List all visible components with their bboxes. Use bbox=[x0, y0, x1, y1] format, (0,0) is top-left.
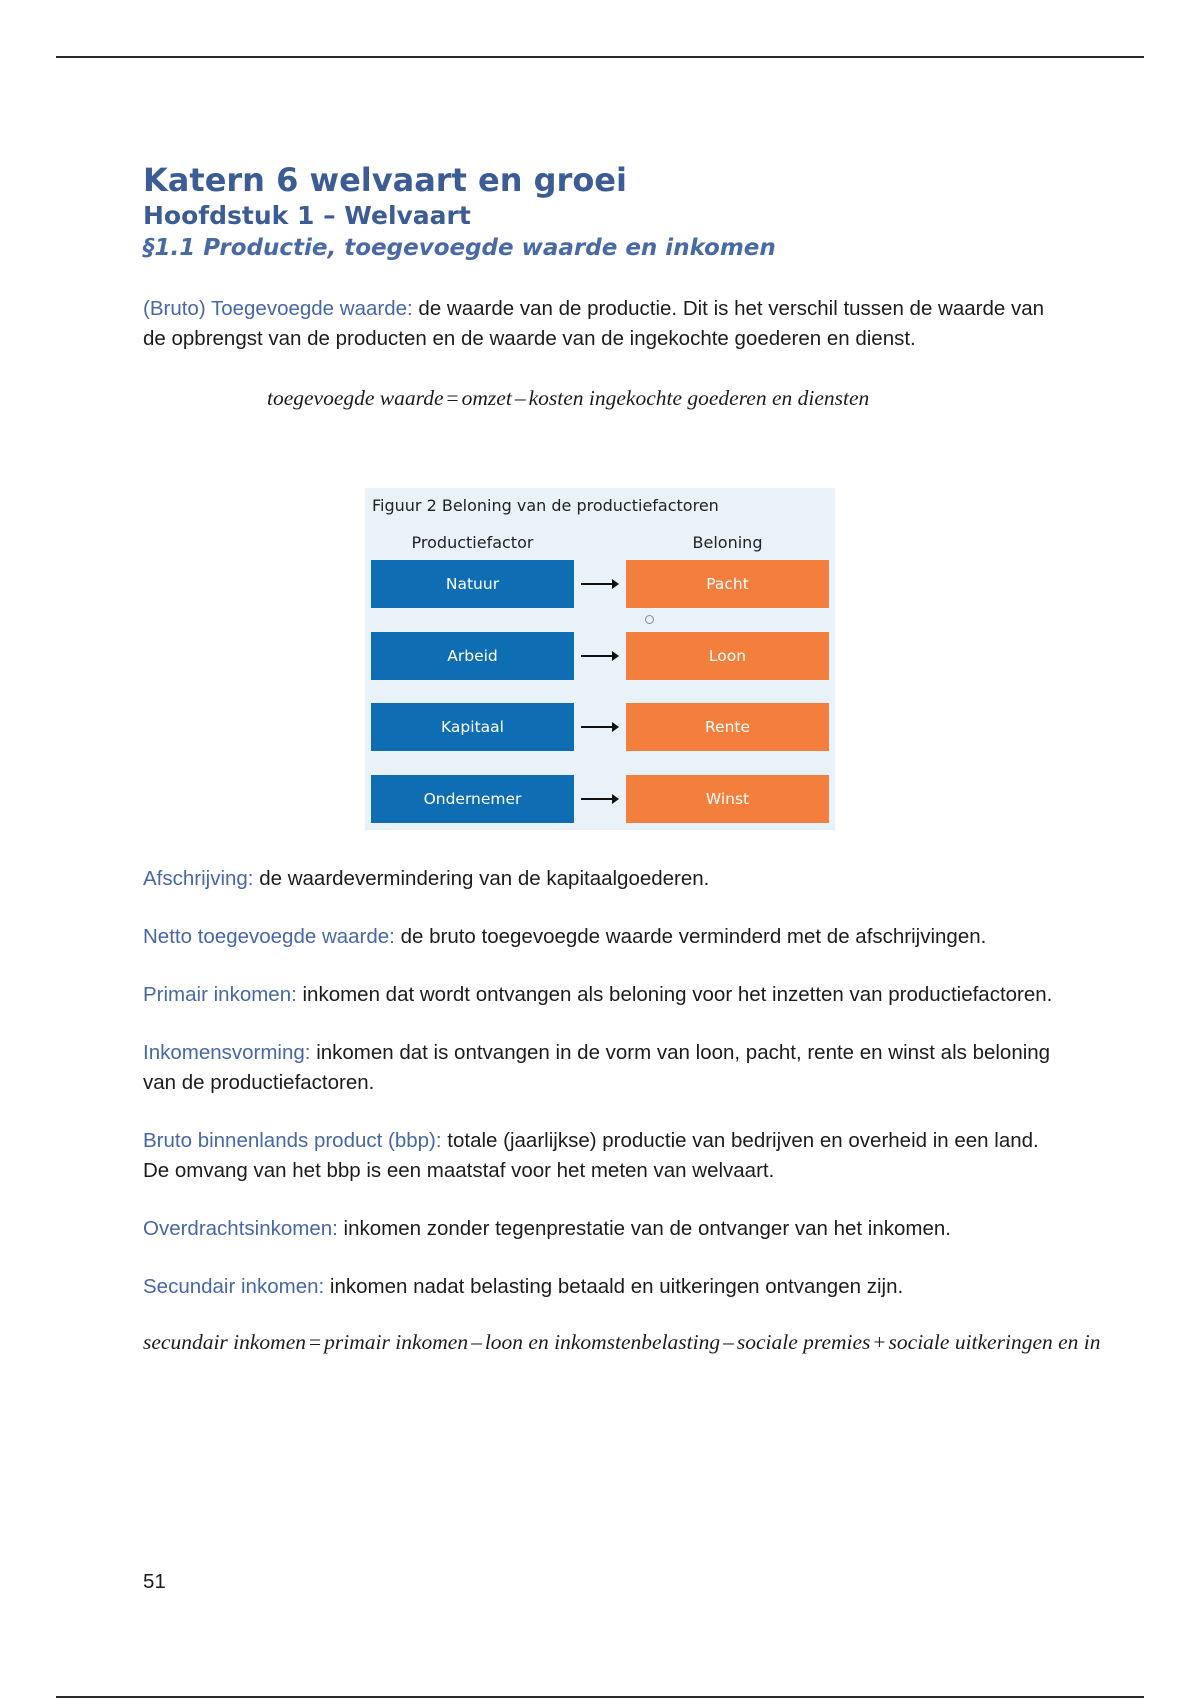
formula-minus: – bbox=[723, 1330, 734, 1354]
formula-term: sociale uitkeringen en in bbox=[888, 1330, 1101, 1354]
definition-toegevoegde-waarde bbox=[143, 294, 1053, 354]
reward-box: Winst bbox=[626, 775, 829, 823]
definition-term: Bruto binnenlands product (bbp): bbox=[143, 1129, 442, 1152]
definition-afschrijving bbox=[143, 864, 1053, 894]
figure-productiefactoren bbox=[365, 488, 835, 830]
factor-box: Arbeid bbox=[371, 632, 574, 680]
definition-text: totale (jaarlijkse) productie van bedrijven en overheid in een land. De omvang van het bbp is een maatstaf voor het meten van welvaart. bbox=[143, 1129, 1039, 1182]
factor-box: Ondernemer bbox=[371, 775, 574, 823]
formula-minus: – bbox=[471, 1330, 482, 1354]
definition-text: de waardevermindering van de kapitaalgoederen. bbox=[259, 867, 710, 890]
definition-text: de waarde van de productie. Dit is het verschil tussen de waarde van de opbrengst van de producten en de waarde van de ingekochte goederen en dienst. bbox=[143, 297, 1045, 350]
definition-text: inkomen dat wordt ontvangen als beloning voor het inzetten van productiefactoren. bbox=[302, 983, 1053, 1006]
formula-term: omzet bbox=[461, 386, 512, 410]
document-body bbox=[143, 160, 1123, 411]
formula-toegevoegde-waarde bbox=[267, 386, 1123, 411]
definition-term: (Bruto) Toegevoegde waarde: bbox=[143, 297, 413, 320]
page-number: 51 bbox=[143, 1570, 166, 1593]
factor-box: Natuur bbox=[371, 560, 574, 608]
section-heading: §1.1 Productie, toegevoegde waarde en inkomen bbox=[143, 235, 776, 261]
definition-bbp bbox=[143, 1126, 1053, 1186]
figure-row bbox=[371, 775, 829, 823]
chapter-heading: Hoofdstuk 1 – Welvaart bbox=[143, 201, 471, 230]
top-rule bbox=[56, 56, 1144, 58]
formula-term: primair inkomen bbox=[324, 1330, 469, 1354]
definition-term: Netto toegevoegde waarde: bbox=[143, 925, 395, 948]
formula-secundair-inkomen bbox=[143, 1330, 1200, 1355]
formula-equals: = bbox=[446, 386, 459, 410]
definition-overdrachtsinkomen bbox=[143, 1214, 1053, 1244]
definition-secundair-inkomen bbox=[143, 1272, 1053, 1302]
formula-equals: = bbox=[309, 1330, 322, 1354]
figure-column-header-factor: Productiefactor bbox=[411, 533, 534, 552]
figure-row bbox=[371, 632, 829, 680]
bottom-rule bbox=[56, 1696, 1144, 1698]
formula-term: kosten ingekochte goederen en diensten bbox=[528, 386, 870, 410]
arrow-right-icon bbox=[581, 583, 615, 585]
formula-lhs: toegevoegde waarde bbox=[267, 386, 444, 410]
page-title: Katern 6 welvaart en groei bbox=[143, 161, 627, 199]
definition-term: Primair inkomen: bbox=[143, 983, 297, 1006]
figure-caption: Figuur 2 Beloning van de productiefactoren bbox=[372, 496, 719, 515]
reward-box: Loon bbox=[626, 632, 829, 680]
formula-term: sociale premies bbox=[736, 1330, 871, 1354]
definition-text: inkomen zonder tegenprestatie van de ontvanger van het inkomen. bbox=[343, 1217, 951, 1240]
definitions-list bbox=[143, 864, 1123, 1355]
definition-term: Inkomensvorming: bbox=[143, 1041, 311, 1064]
formula-plus: + bbox=[873, 1330, 886, 1354]
marker-dot-icon bbox=[645, 615, 654, 624]
arrow-right-icon bbox=[581, 655, 615, 657]
definition-term: Afschrijving: bbox=[143, 867, 254, 890]
arrow-right-icon bbox=[581, 798, 615, 800]
formula-minus: – bbox=[514, 386, 526, 410]
definition-text: inkomen nadat belasting betaald en uitkeringen ontvangen zijn. bbox=[329, 1275, 904, 1298]
reward-box: Pacht bbox=[626, 560, 829, 608]
definition-text: inkomen dat is ontvangen in de vorm van loon, pacht, rente en winst als beloning van de productiefactoren. bbox=[143, 1041, 1051, 1094]
formula-lhs: secundair inkomen bbox=[143, 1330, 307, 1354]
figure-column-header-reward: Beloning bbox=[692, 533, 763, 552]
figure-row bbox=[371, 703, 829, 751]
definition-inkomensvorming bbox=[143, 1038, 1053, 1098]
definition-primair-inkomen bbox=[143, 980, 1053, 1010]
definition-term: Overdrachtsinkomen: bbox=[143, 1217, 338, 1240]
factor-box: Kapitaal bbox=[371, 703, 574, 751]
reward-box: Rente bbox=[626, 703, 829, 751]
formula-term: loon en inkomstenbelasting bbox=[484, 1330, 721, 1354]
definition-netto-toegevoegde-waarde bbox=[143, 922, 1053, 952]
figure-row bbox=[371, 560, 829, 608]
definition-text: de bruto toegevoegde waarde verminderd met de afschrijvingen. bbox=[400, 925, 987, 948]
arrow-right-icon bbox=[581, 726, 615, 728]
definition-term: Secundair inkomen: bbox=[143, 1275, 325, 1298]
